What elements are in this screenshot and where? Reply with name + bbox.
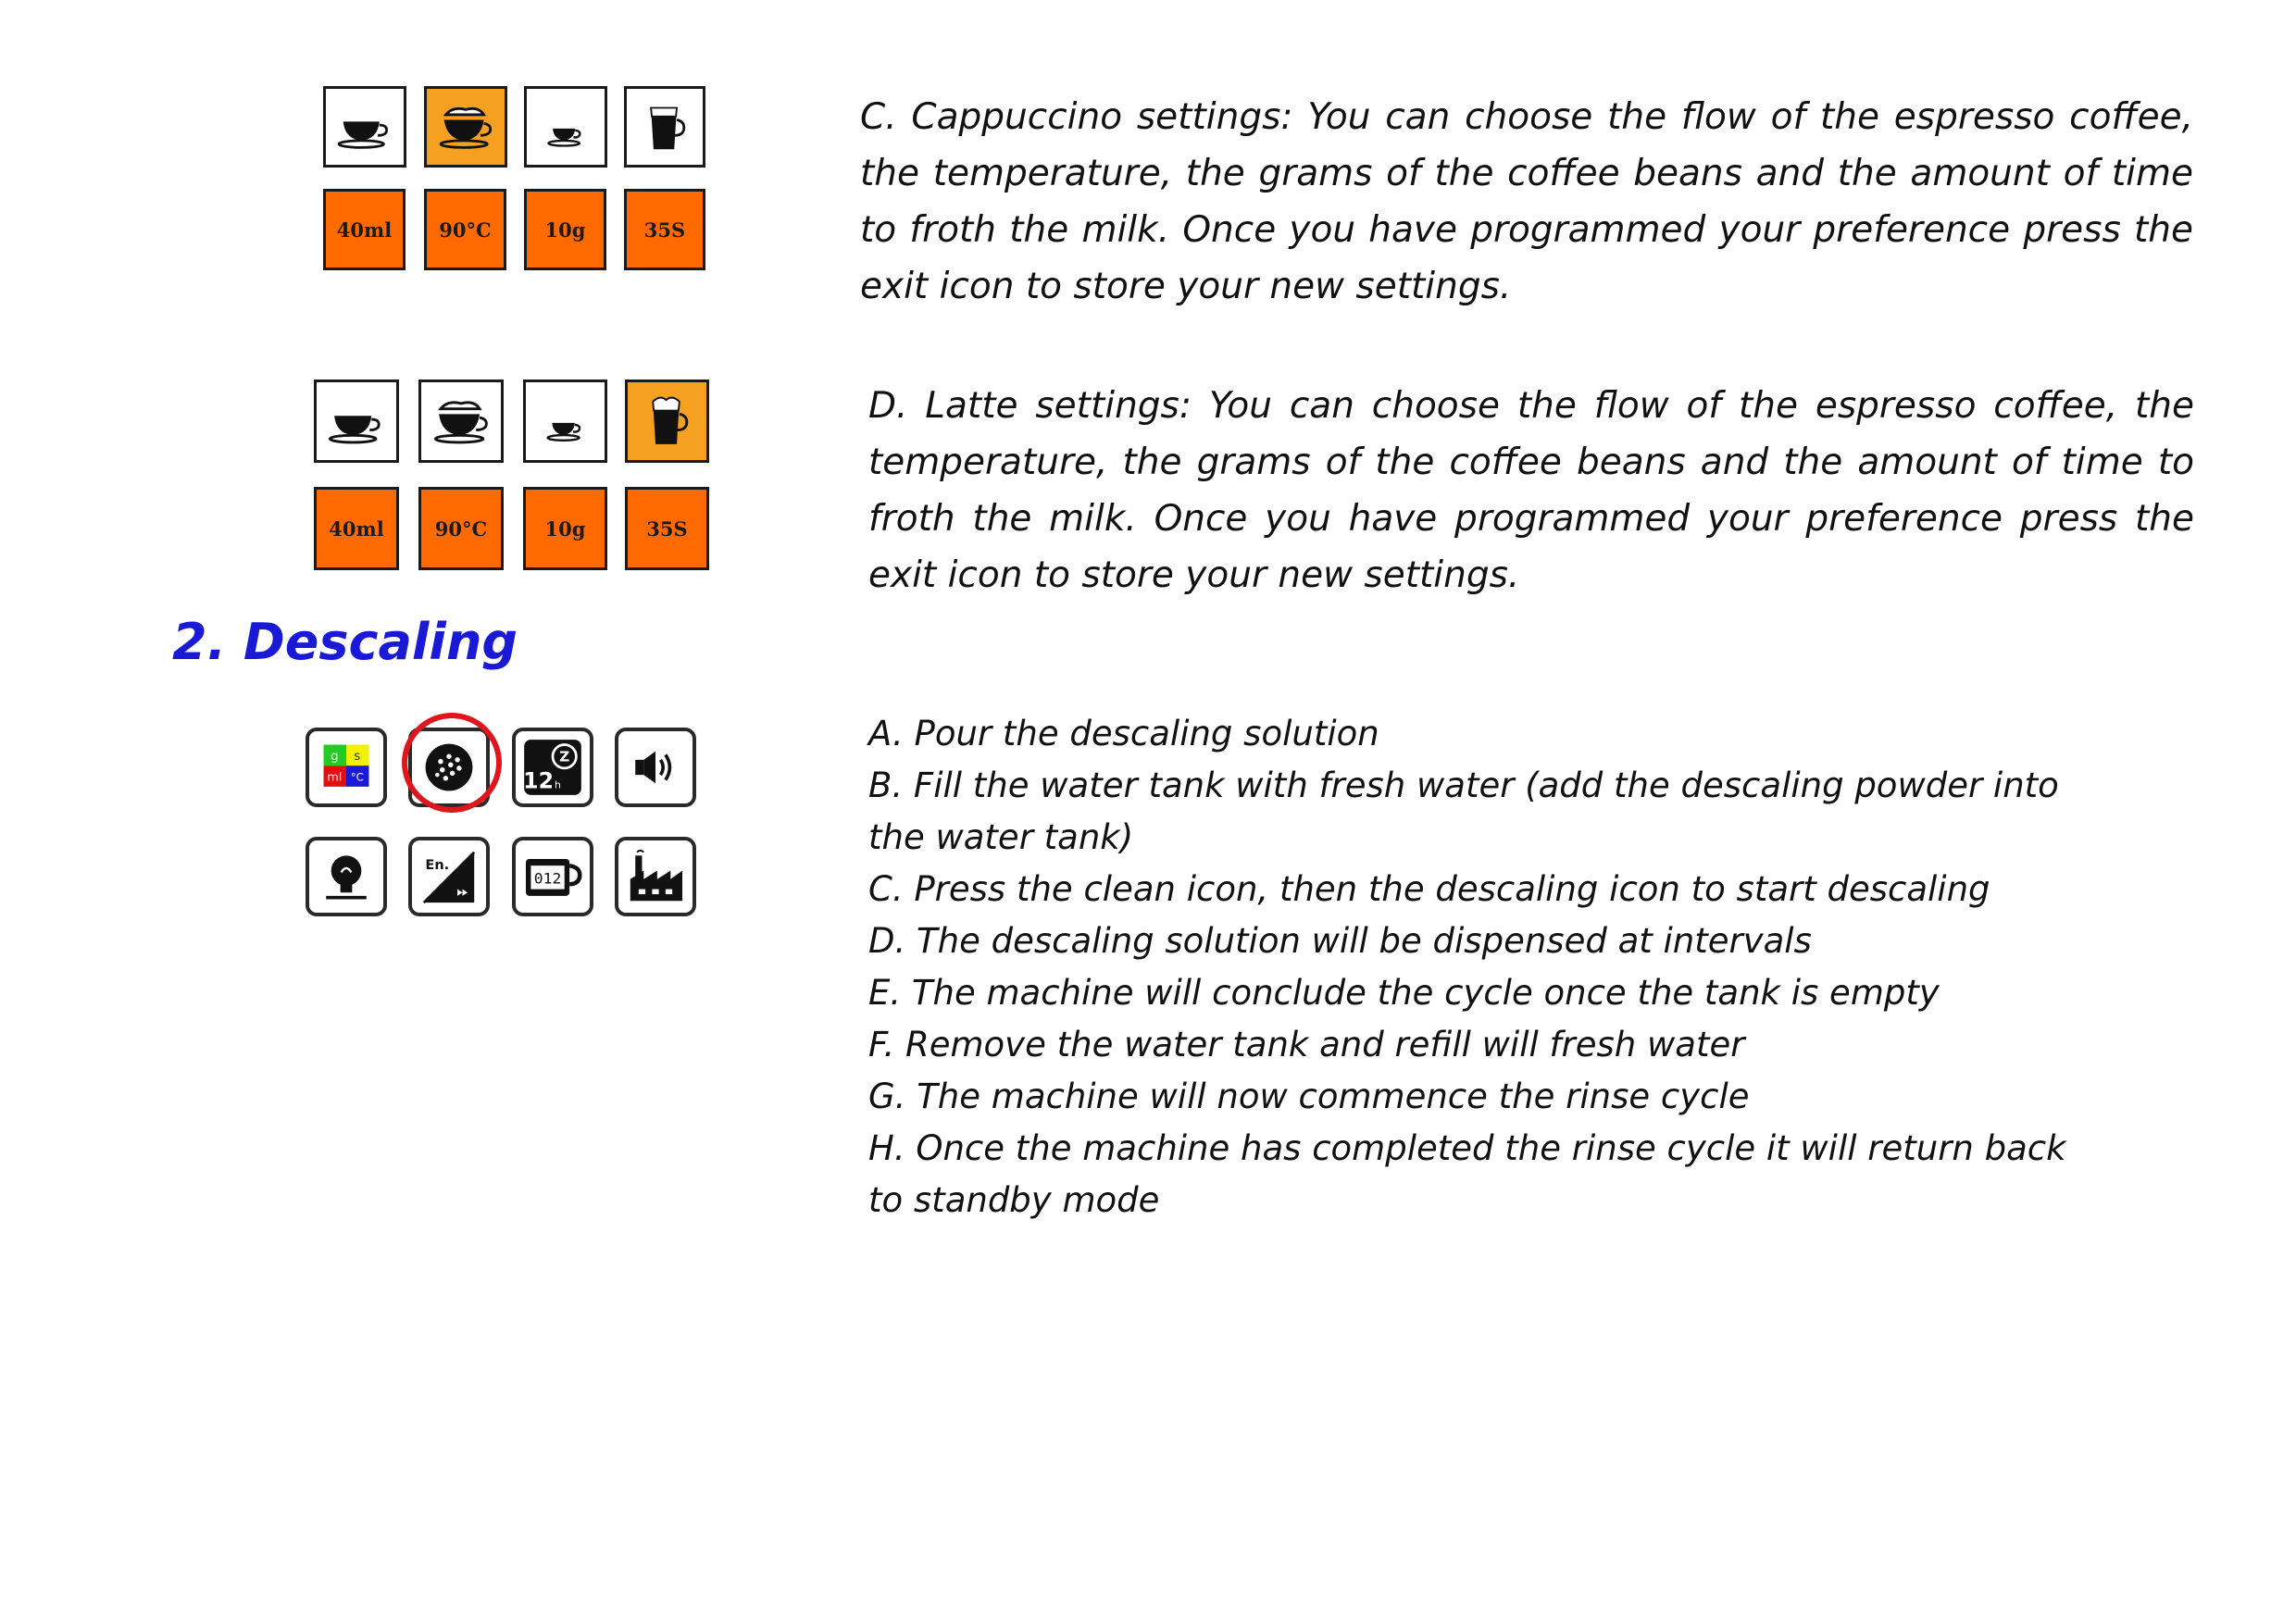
temperature-value[interactable]: 90°C bbox=[424, 189, 506, 270]
speaker-icon[interactable] bbox=[615, 728, 696, 807]
froth-time-value[interactable]: 35S bbox=[624, 189, 705, 270]
grams-value[interactable]: 10g bbox=[523, 487, 607, 570]
factory-reset-icon[interactable] bbox=[615, 837, 696, 916]
flow-value[interactable]: 40ml bbox=[323, 189, 406, 270]
unit-ml-label: ml bbox=[327, 769, 343, 784]
small-cup-icon[interactable] bbox=[524, 86, 607, 168]
espresso-cup-icon[interactable] bbox=[314, 380, 399, 463]
list-item: B. Fill the water tank with fresh water (add the descaling powder into the water tank) bbox=[868, 765, 2059, 857]
sleep-timer-icon[interactable] bbox=[512, 728, 593, 807]
descaling-heading: 2. Descaling bbox=[172, 613, 518, 671]
latte-glass-icon[interactable] bbox=[624, 86, 705, 168]
counter-label: 012 bbox=[533, 869, 562, 888]
small-cup-icon[interactable] bbox=[523, 380, 607, 463]
list-item: H. Once the machine has completed the rinse cycle it will return back to standby mode bbox=[868, 1128, 2066, 1220]
list-item: A. Pour the descaling solution bbox=[868, 714, 1379, 753]
cup-counter-icon[interactable] bbox=[512, 837, 593, 916]
froth-time-value[interactable]: 35S bbox=[625, 487, 709, 570]
unit-celsius-label: °C bbox=[350, 770, 364, 784]
unit-grams-label: g bbox=[330, 748, 339, 764]
latte-glass-icon[interactable] bbox=[625, 380, 709, 463]
unit-seconds-label: s bbox=[354, 748, 361, 764]
energy-label: En. bbox=[425, 857, 450, 873]
energy-saving-icon[interactable] bbox=[408, 837, 490, 916]
latte-settings-text: D. Latte settings: You can choose the flow of the espresso coffee, the temperature, the grams of the coffee beans and the amount of time to froth the milk. Once you have programmed your preference press the exit icon to store your new settings. bbox=[868, 385, 2194, 596]
list-item: E. The machine will conclude the cycle once the tank is empty bbox=[868, 973, 1940, 1013]
units-icon[interactable] bbox=[306, 728, 387, 807]
timer-hours-label: 12 bbox=[523, 767, 554, 794]
list-item: F. Remove the water tank and refill will fresh water bbox=[868, 1025, 1745, 1064]
list-item: C. Press the clean icon, then the descaling icon to start descaling bbox=[868, 869, 1990, 909]
list-item: G. The machine will now commence the rinse cycle bbox=[868, 1077, 1750, 1116]
light-bulb-icon[interactable] bbox=[306, 837, 387, 916]
list-item: D. The descaling solution will be dispensed at intervals bbox=[868, 921, 1812, 961]
svg-text:Z: Z bbox=[559, 748, 570, 765]
timer-unit-label: h bbox=[554, 778, 561, 791]
flow-value[interactable]: 40ml bbox=[314, 487, 399, 570]
cappuccino-cup-icon[interactable] bbox=[418, 380, 504, 463]
grams-value[interactable]: 10g bbox=[524, 189, 606, 270]
highlight-circle bbox=[402, 713, 502, 813]
temperature-value[interactable]: 90°C bbox=[418, 487, 504, 570]
cappuccino-cup-icon[interactable] bbox=[424, 86, 507, 168]
descaling-steps bbox=[868, 708, 2090, 1226]
espresso-cup-icon[interactable] bbox=[323, 86, 406, 168]
cappuccino-settings-text: C. Cappuccino settings: You can choose the flow of the espresso coffee, the temperature, the grams of the coffee beans and the amount of time to froth the milk. Once you have programmed your preference press the exit icon to store your new settings. bbox=[860, 96, 2193, 307]
